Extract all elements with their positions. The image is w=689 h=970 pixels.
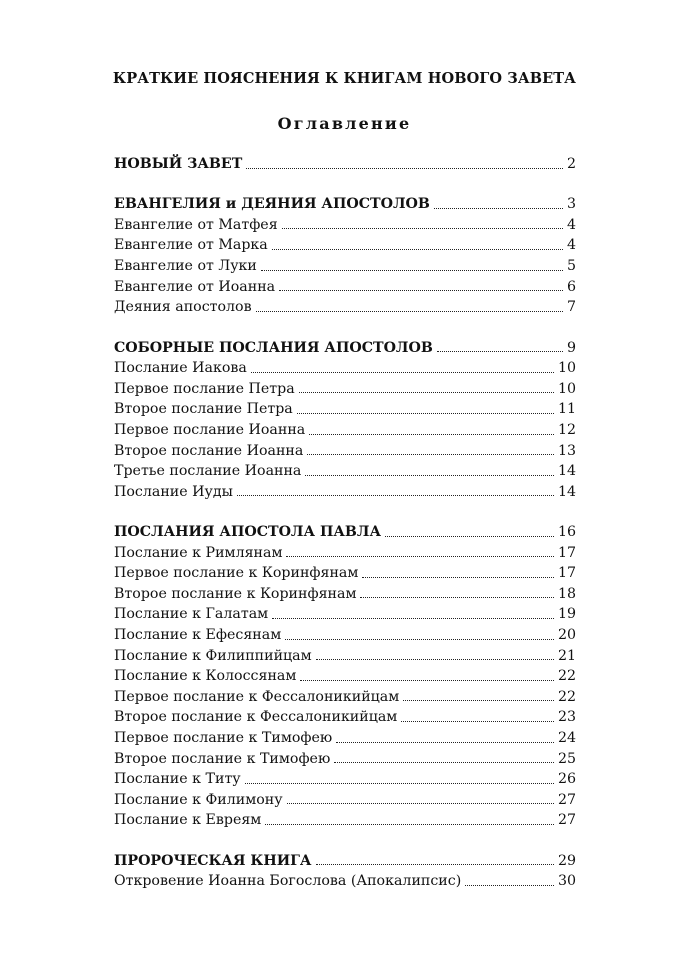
toc-entry[interactable]	[114, 297, 576, 318]
dot-leader	[251, 372, 554, 373]
toc-entry-label: Второе послание к Фессалоникийцам	[114, 709, 398, 726]
dot-leader	[401, 721, 554, 722]
toc-entry-label: Откровение Иоанна Богослова (Апокалипсис)	[114, 873, 462, 890]
toc-entry-label: Послание Иуды	[114, 483, 233, 500]
toc-section-new-testament[interactable]	[114, 154, 576, 175]
toc-entry[interactable]	[114, 810, 576, 831]
toc-entry-label: Второе послание Иоанна	[114, 442, 304, 459]
toc-entry[interactable]	[114, 420, 576, 441]
toc-entry-label: Первое послание к Тимофею	[114, 729, 333, 746]
toc-entry[interactable]	[114, 379, 576, 400]
toc-entry[interactable]	[114, 543, 576, 564]
toc-page-number: 25	[557, 750, 576, 767]
toc-page-number: 18	[557, 585, 576, 602]
toc-entry[interactable]	[114, 707, 576, 728]
toc-page-number: 26	[557, 771, 576, 788]
toc-entry-label: Послание к Евреям	[114, 812, 262, 829]
dot-leader	[434, 208, 563, 209]
dot-leader	[237, 495, 554, 496]
toc-entry-label: Первое послание Петра	[114, 380, 295, 397]
toc-entry-label: Первое послание к Фессалоникийцам	[114, 688, 400, 705]
dot-leader	[305, 475, 554, 476]
toc-page-number: 16	[557, 523, 576, 540]
toc-entry-label: Послание к Колоссянам	[114, 668, 297, 685]
toc-page-number: 7	[566, 299, 576, 316]
toc-entry-label: НОВЫЙ ЗАВЕТ	[114, 156, 243, 172]
toc-entry-label: Послание Иакова	[114, 360, 247, 377]
toc-page-number: 9	[566, 339, 576, 356]
toc-section-gospels[interactable]	[114, 194, 576, 215]
toc-page-number: 23	[557, 709, 576, 726]
toc-entry-label: Первое послание к Коринфянам	[114, 565, 359, 582]
toc-entry[interactable]	[114, 235, 576, 256]
toc-section-pauline-epistles[interactable]	[114, 522, 576, 543]
dot-leader	[246, 168, 563, 169]
toc-entry-label: Второе послание к Тимофею	[114, 750, 331, 767]
dot-leader	[307, 454, 554, 455]
toc-page-number: 22	[557, 668, 576, 685]
toc-entry[interactable]	[114, 790, 576, 811]
dot-leader	[465, 885, 554, 886]
dot-leader	[286, 556, 553, 557]
toc-entry[interactable]	[114, 625, 576, 646]
dot-leader	[287, 803, 554, 804]
toc-page-number: 27	[557, 812, 576, 829]
dot-leader	[261, 270, 563, 271]
toc-entry-label: Послание к Филиппийцам	[114, 647, 312, 664]
toc-entry[interactable]	[114, 687, 576, 708]
toc-page-number: 5	[566, 258, 576, 275]
dot-leader	[316, 864, 554, 865]
toc-entry-label: СОБОРНЫЕ ПОСЛАНИЯ АПОСТОЛОВ	[114, 339, 433, 356]
dot-leader	[403, 700, 554, 701]
dot-leader	[272, 618, 554, 619]
toc-entry-label: Евангелие от Марка	[114, 237, 268, 254]
dot-leader	[362, 577, 554, 578]
toc-entry[interactable]	[114, 256, 576, 277]
toc-entry[interactable]	[114, 215, 576, 236]
toc-entry-label: Послание к Филимону	[114, 791, 283, 808]
toc-entry-label: Первое послание Иоанна	[114, 421, 306, 438]
toc-entry[interactable]	[114, 563, 576, 584]
toc-page-number: 10	[557, 360, 576, 377]
toc-entry[interactable]	[114, 441, 576, 462]
toc-entry-label: ПРОРОЧЕСКАЯ КНИГА	[114, 852, 312, 869]
toc-entry[interactable]	[114, 769, 576, 790]
toc-section-prophetic[interactable]	[114, 851, 576, 872]
page-title: КРАТКИЕ ПОЯСНЕНИЯ К КНИГАМ НОВОГО ЗАВЕТА	[112, 70, 577, 87]
toc-entry[interactable]	[114, 482, 576, 503]
toc-page-number: 14	[557, 483, 576, 500]
toc-entry[interactable]	[114, 646, 576, 667]
toc-page-number: 3	[566, 196, 576, 213]
toc-entry-label: Послание к Титу	[114, 771, 241, 788]
toc-entry-label: Деяния апостолов	[114, 299, 252, 316]
toc-page-number: 10	[557, 380, 576, 397]
toc-entry-label: Послание к Римлянам	[114, 544, 283, 561]
toc-entry[interactable]	[114, 728, 576, 749]
toc-heading: Оглавление	[277, 114, 412, 133]
toc-entry[interactable]	[114, 358, 576, 379]
dot-leader	[309, 434, 554, 435]
toc-section-catholic-epistles[interactable]	[114, 338, 576, 359]
toc-entry[interactable]	[114, 871, 576, 892]
toc-page-number: 27	[557, 791, 576, 808]
toc-entry[interactable]	[114, 604, 576, 625]
dot-leader	[336, 742, 554, 743]
dot-leader	[282, 228, 563, 229]
toc-page-number: 4	[566, 237, 576, 254]
toc-page-number: 29	[557, 852, 576, 869]
dot-leader	[256, 311, 563, 312]
toc-page-number: 6	[566, 278, 576, 295]
toc-entry[interactable]	[114, 666, 576, 687]
toc-page-number: 22	[557, 688, 576, 705]
dot-leader	[360, 597, 553, 598]
toc-entry[interactable]	[114, 584, 576, 605]
table-of-contents	[114, 154, 576, 892]
dot-leader	[285, 639, 554, 640]
toc-page-number: 21	[557, 647, 576, 664]
dot-leader	[297, 413, 554, 414]
toc-entry-label: Третье послание Иоанна	[114, 463, 302, 480]
toc-entry-label: Евангелие от Луки	[114, 258, 257, 275]
dot-leader	[437, 351, 563, 352]
dot-leader	[316, 659, 554, 660]
toc-page-number: 17	[557, 565, 576, 582]
dot-leader	[300, 680, 554, 681]
toc-page-number: 19	[557, 606, 576, 623]
toc-page-number: 14	[557, 463, 576, 480]
toc-page-number: 11	[557, 401, 576, 418]
dot-leader	[272, 249, 563, 250]
toc-page-number: 20	[557, 626, 576, 643]
dot-leader	[265, 824, 554, 825]
dot-leader	[245, 783, 554, 784]
toc-page-number: 12	[557, 421, 576, 438]
toc-entry-label: Второе послание к Коринфянам	[114, 585, 357, 602]
dot-leader	[334, 762, 554, 763]
toc-entry-label: Второе послание Петра	[114, 401, 293, 418]
dot-leader	[385, 536, 554, 537]
toc-page-number: 30	[557, 873, 576, 890]
toc-entry-label: Евангелие от Матфея	[114, 216, 278, 233]
dot-leader	[299, 392, 554, 393]
toc-entry[interactable]	[114, 399, 576, 420]
toc-page-number: 24	[557, 729, 576, 746]
dot-leader	[279, 290, 563, 291]
toc-entry-label: ЕВАНГЕЛИЯ и ДЕЯНИЯ АПОСТОЛОВ	[114, 196, 430, 213]
toc-entry[interactable]	[114, 749, 576, 770]
toc-entry[interactable]	[114, 277, 576, 298]
toc-entry-label: Послание к Галатам	[114, 606, 269, 623]
toc-entry-label: ПОСЛАНИЯ АПОСТОЛА ПАВЛА	[114, 523, 382, 540]
toc-entry-label: Евангелие от Иоанна	[114, 278, 276, 295]
toc-page-number: 13	[557, 442, 576, 459]
toc-page-number: 4	[566, 216, 576, 233]
toc-page-number: 2	[566, 156, 576, 172]
toc-page-number: 17	[557, 544, 576, 561]
toc-entry[interactable]	[114, 461, 576, 482]
toc-entry-label: Послание к Ефесянам	[114, 626, 282, 643]
